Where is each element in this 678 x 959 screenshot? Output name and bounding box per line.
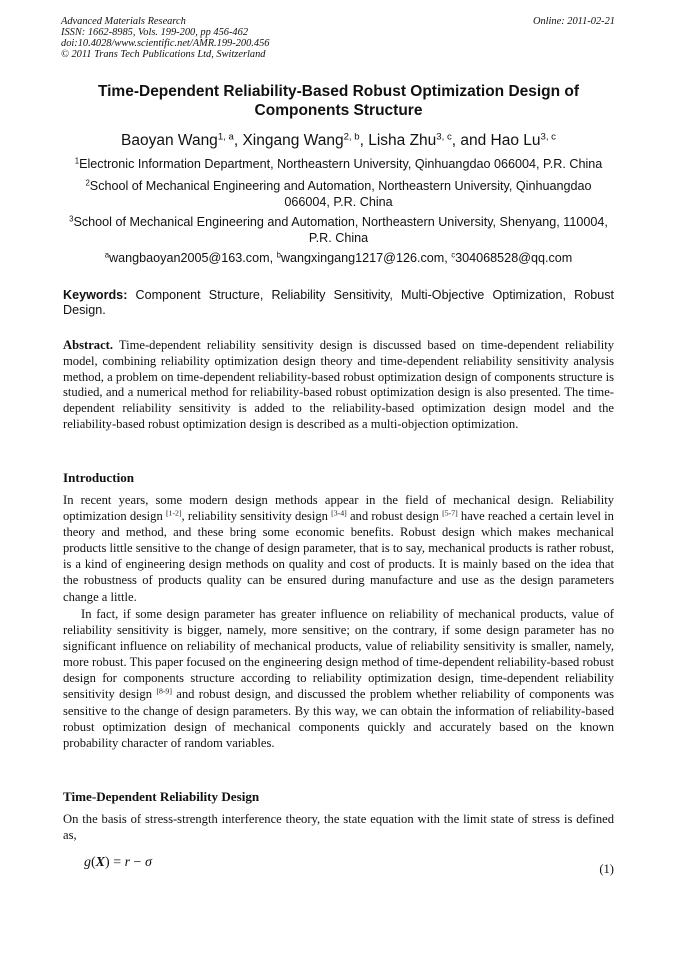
author-sup: 3, c: [540, 131, 556, 143]
text-run: , reliability sensitivity design: [181, 509, 332, 524]
eq-equals: =: [113, 855, 122, 870]
citation[interactable]: [5-7]: [442, 508, 458, 518]
eq-function: g: [84, 855, 91, 870]
affiliation-text: Electronic Information Department, Northeastern University, Qinhuangdao 066004, P.R. China: [79, 157, 603, 171]
citation[interactable]: [3-4]: [331, 508, 347, 518]
intro-paragraph-1: [63, 492, 614, 605]
affiliation-text: School of Mechanical Engineering and Automation, Northeastern University, Qinhuangdao 066004, P.R. China: [89, 179, 592, 209]
email-address[interactable]: wangbaoyan2005@163.com: [109, 251, 270, 265]
text-run: and robust design, and discussed the problem whether reliability of components was sensitive to the change of design parameters. By this way, we can obtain the information of reliability-based robust optimization design of mechanical components quickly and accurately based on the known probability character of random variables.: [63, 687, 614, 750]
paper-title: Time-Dependent Reliability-Based Robust Optimization Design of Components Structure: [97, 83, 580, 119]
journal-name: Advanced Materials Research: [61, 16, 186, 27]
citation[interactable]: [1-2]: [165, 508, 182, 518]
abstract-block: [63, 338, 614, 433]
author-sep: ,: [359, 132, 369, 149]
email-sup: b: [276, 250, 281, 260]
email-sep: ,: [269, 251, 277, 265]
author-name: Hao Lu: [490, 132, 541, 149]
intro-paragraph-2: [63, 606, 614, 751]
author-name: Xingang Wang: [242, 132, 344, 149]
eq-paren: (: [91, 855, 96, 870]
eq-stress: σ: [144, 855, 152, 870]
email-sup: a: [104, 250, 110, 260]
abstract-text: Time-dependent reliability sensitivity design is discussed based on time-dependent reliability model, combining reliability optimization design theory and time-dependent reliability sensitivity analysis method, a problem on time-dependent reliability-based robust optimization design of components structure is studied, and a numerical method for reliability-based robust optimization design is also presented. The time-dependent reliability sensitivity is added to the reliability-based optimization design model and the reliability-based robust optimization design is described as a multi-objection optimization.: [63, 338, 615, 431]
keywords-text: Component Structure, Reliability Sensitivity, Multi-Objective Optimization, Robust Design.: [63, 288, 614, 317]
text-run: In recent years, some modern design methods appear in the field of mechanical design. Reliability optimization design: [63, 493, 614, 524]
copyright-line: © 2011 Trans Tech Publications Ltd, Switzerland: [61, 49, 266, 60]
email-sup: c: [451, 250, 456, 260]
author-name: Baoyan Wang: [121, 132, 218, 149]
email-sep: ,: [444, 251, 452, 265]
online-date: Online: 2011-02-21: [532, 16, 615, 27]
eq-paren: ): [105, 855, 110, 870]
affiliation-2: [61, 178, 616, 210]
citation[interactable]: [8-9]: [156, 687, 172, 697]
author-sep: , and: [451, 132, 491, 149]
email-list: [61, 250, 616, 266]
text-run: and robust design: [346, 509, 443, 524]
author-sep: ,: [233, 132, 243, 149]
affiliation-text: School of Mechanical Engineering and Automation, Northeastern University, Shenyang, 110004, P.R. China: [73, 215, 608, 245]
section-heading-introduction: Introduction: [63, 470, 135, 485]
abstract-label: Abstract.: [63, 338, 114, 352]
equation-1: [84, 855, 152, 871]
keywords-label: Keywords:: [63, 288, 128, 302]
affiliation-1: [61, 156, 616, 172]
issn-line: ISSN: 1662-8985, Vols. 199-200, pp 456-462: [61, 27, 249, 38]
text-run: have reached a certain level in theory and method, and these bring some economic benefits. Robust design which makes mechanical products little sensitive to the change of design parameter, that is to say, mechanical products is rather robust, is a kind of engineering design methods on quality and cost of products. It is mainly based on the idea that the robustness of products quality can be ensured during manufacture and use as the design parameters change a little.: [63, 509, 614, 604]
author-sup: 3, c: [436, 131, 452, 143]
text-run: In fact, if some design parameter has greater influence on reliability of mechanical products, value of reliability sensitivity is bigger, namely, more sensitive; on the contrary, if some design parameter has no significant influence on reliability of mechanical products, value of reliability sensitivity is smaller, namely, more robust. This paper focused on the engineering design method of time-dependent reliability-based robust design for components structure according to reliability optimization design, time-dependent reliability sensitivity design: [63, 607, 614, 702]
doi-line: doi:10.4028/www.scientific.net/AMR.199-200.456: [61, 38, 270, 49]
email-address[interactable]: 304068528@qq.com: [455, 251, 573, 265]
journal-header: [61, 16, 269, 60]
affiliation-sup: 2: [85, 178, 90, 188]
email-address[interactable]: wangxingang1217@126.com: [280, 251, 445, 265]
affiliation-sup: 3: [69, 214, 74, 224]
eq-minus: −: [133, 855, 142, 870]
equation-number: (1): [599, 862, 614, 876]
section2-paragraph-1: On the basis of stress-strength interference theory, the state equation with the limit state of stress is defined as,: [63, 812, 614, 843]
author-sup: 2, b: [343, 131, 360, 143]
author-name: Lisha Zhu: [368, 132, 437, 149]
eq-strength: r: [124, 855, 131, 870]
affiliation-sup: 1: [74, 156, 80, 166]
affiliation-3: [61, 214, 616, 246]
keywords-block: [63, 288, 614, 318]
section-heading-time-dependent: Time-Dependent Reliability Design: [63, 789, 260, 804]
eq-vector-x: X: [95, 855, 106, 870]
author-sup: 1, a: [217, 131, 234, 143]
author-list: [61, 131, 616, 151]
